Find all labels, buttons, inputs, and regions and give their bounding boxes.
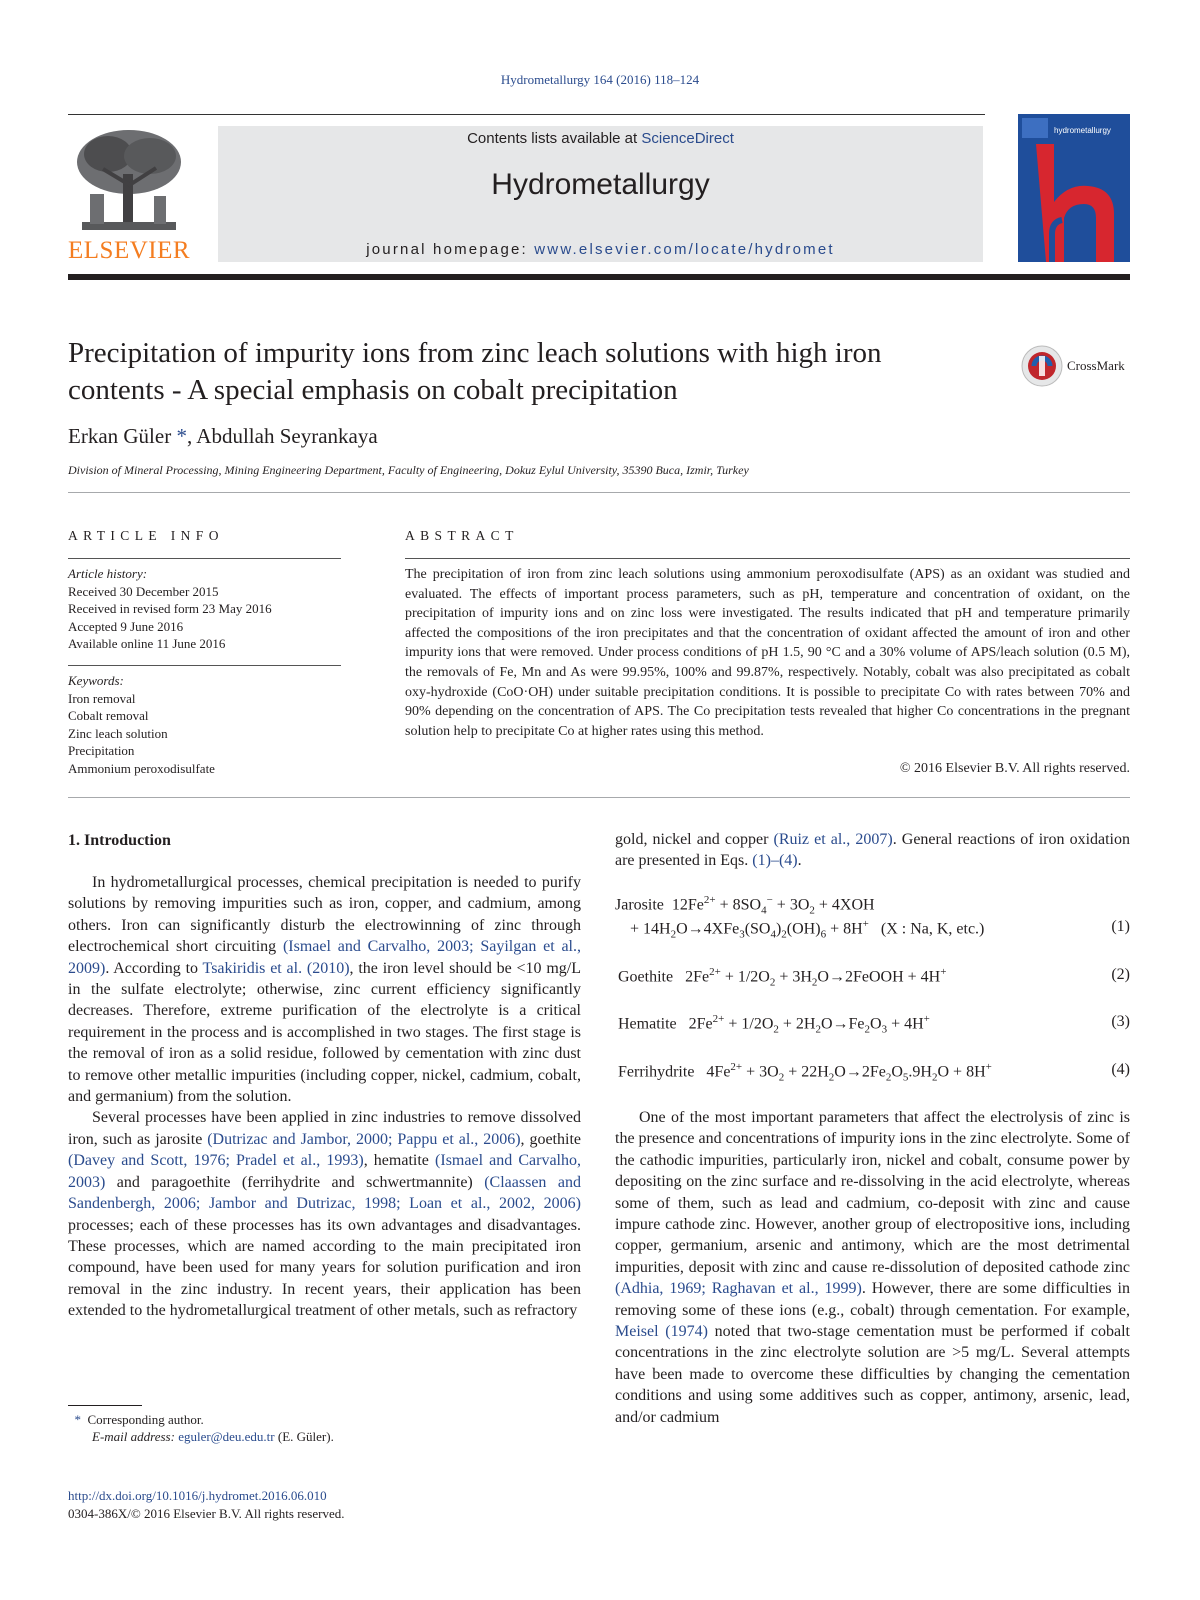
footnote-star: * bbox=[74, 1412, 81, 1427]
citation-link[interactable]: Meisel (1974) bbox=[615, 1323, 708, 1341]
title-line-2: contents - A special emphasis on cobalt precipitation bbox=[68, 374, 678, 406]
authors-line bbox=[68, 424, 378, 449]
abstract-heading: ABSTRACT bbox=[405, 528, 519, 543]
sciencedirect-link[interactable]: ScienceDirect bbox=[641, 130, 734, 147]
equation-4: Ferrihydrite $4Fe^{2+} + 3O_2 + 22H_2O\to 2Fe_2O_5.9H_2O + 8H^+$ bbox=[618, 1061, 992, 1084]
paragraph bbox=[615, 1107, 1130, 1428]
abstract-copyright: © 2016 Elsevier B.V. All rights reserved. bbox=[899, 761, 1130, 776]
citation-link[interactable]: (Davey and Scott, 1976; Pradel et al., 1993) bbox=[68, 1152, 364, 1170]
text: , goethite bbox=[520, 1130, 581, 1148]
paragraph-continuation bbox=[615, 829, 1130, 872]
doi-link[interactable]: http://dx.doi.org/10.1016/j.hydromet.2016.06.010 bbox=[68, 1488, 327, 1503]
keyword: Zinc leach solution bbox=[68, 725, 168, 741]
text: , the iron level should be <10 mg/L in the sulfate electrolyte; otherwise, zinc current efficiency significantly decreases. Therefore, extreme purification of the electrolyte is a critical requirement in the process and is accomplished in two stages. The first stage is the removal of iron as a solid residue, followed by cementation with zinc dust to remove other metallic impurities (including copper, nickel, cadmium, cobalt, and germanium) from the solution. bbox=[68, 959, 581, 1106]
keyword: Ammonium peroxodisulfate bbox=[68, 760, 215, 776]
equation-number: (3) bbox=[1111, 1013, 1130, 1030]
keywords-rule bbox=[68, 665, 341, 666]
text: and paragoethite (ferrihydrite and schwertmannite) bbox=[105, 1173, 485, 1191]
keyword: Cobalt removal bbox=[68, 708, 149, 723]
journal-title: Hydrometallurgy bbox=[491, 168, 710, 201]
citation-link[interactable]: (Dutrizac and Jambor, 2000; Pappu et al., 2006) bbox=[207, 1130, 521, 1148]
author-1: Erkan Güler bbox=[68, 424, 177, 448]
homepage-link[interactable]: www.elsevier.com/locate/hydromet bbox=[534, 241, 835, 258]
email-label: E-mail address: bbox=[92, 1429, 179, 1444]
text: noted that two-stage cementation must be performed if cobalt concentrations in the zinc electrolyte solution are >5 mg/L. Several attempts have been made to overcome these difficulties by changing the cementation conditions and using some additives such as copper, antimony, arsenic, lead, and/or cadmium bbox=[615, 1323, 1130, 1426]
paragraph bbox=[68, 1107, 581, 1321]
history-item: Available online 11 June 2016 bbox=[68, 636, 226, 651]
equation-1-line-2: + $14H_2O\to 4XFe_3(SO_4)_2(OH)_6 + 8H^+$ (X : Na, K, etc.) bbox=[630, 918, 985, 941]
text: One of the most important parameters that affect the electrolysis of zinc is the presence and concentrations of impurity ions in the zinc electrolyte. Some of the cathodic impurities, particularly iron, nickel and cobalt, consume power by depositing on the zinc surface and re-dissolving in the acid electrolyte, whereas some of them, such as lead and cadmium, co-deposit with zinc and cause impure cathode zinc. However, another group of electropositive ions, including copper, germanium, arsenic and antimony, which are the most detrimental impurities, deposit with zinc and cause re-dissolution of deposited cathode zinc bbox=[615, 1109, 1130, 1276]
corresponding-author-star-link[interactable]: * bbox=[176, 424, 187, 448]
crossmark-label[interactable]: CrossMark bbox=[1067, 358, 1125, 373]
citation-link[interactable]: (Ismael and Carvalho, 2003; Sayilgan et al., 2009) bbox=[68, 938, 581, 977]
citation-link[interactable]: Tsakiridis et al. (2010) bbox=[202, 959, 350, 977]
homepage-line bbox=[218, 241, 983, 258]
email-line bbox=[68, 1428, 588, 1445]
equation-label: Goethite bbox=[618, 968, 674, 986]
equation-1-line-1: Jarosite $12Fe^{2+} + 8SO_4^- + 3O_2 + 4XOH$ bbox=[615, 894, 875, 917]
title-line-1: Precipitation of impurity ions from zinc leach solutions with high iron bbox=[68, 337, 882, 369]
text: . General reactions of iron oxidation are presented in Eqs. bbox=[615, 831, 1130, 870]
contents-prefix: Contents lists available at bbox=[467, 130, 642, 147]
text: , hematite bbox=[363, 1152, 436, 1170]
affiliation: Division of Mineral Processing, Mining Engineering Department, Faculty of Engineering, Dokuz Eylul University, 35390 Buca, Izmir, Turkey bbox=[68, 463, 749, 477]
email-link[interactable]: eguler@deu.edu.tr bbox=[178, 1429, 275, 1444]
article-info-heading: ARTICLE INFO bbox=[68, 528, 224, 543]
equation-number: (4) bbox=[1111, 1061, 1130, 1078]
divider-rule bbox=[68, 797, 1130, 798]
history-label: Article history: bbox=[68, 566, 148, 581]
citation-link[interactable]: (Ruiz et al., 2007) bbox=[773, 831, 893, 848]
author-2: , Abdullah Seyrankaya bbox=[186, 424, 378, 448]
text: In hydrometallurgical processes, chemical precipitation is needed to purify solutions by removing impurities such as iron, copper, and cadmium, among others. Iron can significantly disturb the electrowinning of zinc through electrochemical short circuiting bbox=[68, 874, 581, 956]
homepage-prefix: journal homepage: bbox=[366, 241, 535, 258]
keywords-label: Keywords: bbox=[68, 673, 124, 688]
keywords-list bbox=[68, 672, 343, 777]
issn-line: 0304-386X/© 2016 Elsevier B.V. All rights reserved. bbox=[68, 1506, 345, 1521]
equation-ref-link[interactable]: (1)–(4) bbox=[752, 852, 798, 870]
citation-link[interactable]: (Claassen and Sandenbergh, 2006; Jambor and Dutrizac, 1998; Loan et al., 2002, 2006) bbox=[68, 1173, 581, 1213]
text: . According to bbox=[105, 959, 203, 977]
right-column-top bbox=[615, 829, 1130, 872]
citation-link[interactable]: (Ismael and Carvalho, 2003) bbox=[68, 1152, 582, 1191]
equation-label: Jarosite bbox=[615, 896, 664, 914]
history-item: Received in revised form 23 May 2016 bbox=[68, 601, 272, 616]
cover-title: hydrometallurgy bbox=[1054, 126, 1111, 135]
paragraph bbox=[68, 872, 581, 1107]
elsevier-wordmark: ELSEVIER bbox=[68, 237, 191, 264]
right-column-bottom bbox=[615, 1107, 1130, 1428]
divider-rule bbox=[68, 492, 1130, 493]
left-column bbox=[68, 872, 581, 1322]
equation-label: Ferrihydrite bbox=[618, 1063, 695, 1081]
journal-citation[interactable]: Hydrometallurgy 164 (2016) 118–124 bbox=[500, 72, 700, 87]
abstract-text: The precipitation of iron from zinc leach solutions using ammonium peroxodisulfate (APS) as an oxidant was studied and evaluated. The effects of important process parameters, such as pH, temperature and concentration of oxidant, on the precipitation of impurity ions and on zinc loss were investigated. The results indicated that pH and temperature primarily affected the compositions of the iron precipitates and that the concentration of oxidant affected the amount of iron and other impurity ions that were removed. Under process conditions of pH 1.5, 90 °C and a 30% volume of APS/leach solution (0.5 M), the removals of Fe, Mn and As were 99.95%, 100% and 99.87%, respectively. Notably, cobalt was also precipitated as cobalt oxy-hydroxide (CoO·OH) under suitable precipitation conditions. It is possible to precipitate Co with rates between 70% and 90% depending on the concentration of APS. The Co precipitation tests revealed that higher Co concentrations in the pregnant solution help to precipitate Co at higher rates using this method. bbox=[405, 567, 1130, 739]
equation-number: (1) bbox=[1111, 918, 1130, 935]
article-history bbox=[68, 565, 343, 653]
introduction-heading: 1. Introduction bbox=[68, 832, 171, 849]
footnote-line bbox=[68, 1411, 588, 1428]
text: processes; each of these processes has its own advantages and disadvantages. These processes, which are named according to the main precipitated iron compound, have been used for many years for solution purification and iron removal in the zinc industry. In recent years, their application has been extended to the hydrometallurgical treatment of other metals, such as refractory bbox=[68, 1216, 581, 1320]
text: . bbox=[797, 852, 802, 870]
equation-2: Goethite $2Fe^{2+} + 1/2O_2$ + $3H_2O\to 2FeOOH + 4H^+$ bbox=[618, 966, 947, 989]
header-thick-rule bbox=[68, 274, 1130, 280]
keyword: Iron removal bbox=[68, 690, 136, 706]
doi-block bbox=[68, 1487, 344, 1523]
equation-label: Hematite bbox=[618, 1015, 677, 1033]
crossmark-icon bbox=[1020, 344, 1064, 388]
equation-3: Hematite $2Fe^{2+} + 1/2O_2 + 2H_2O\to Fe_2O_3 + 4H^+$ bbox=[618, 1013, 930, 1036]
journal-cover[interactable] bbox=[1018, 114, 1130, 262]
text: gold, nickel and copper bbox=[615, 831, 774, 848]
history-item: Accepted 9 June 2016 bbox=[68, 618, 184, 634]
equation-number: (2) bbox=[1111, 966, 1130, 983]
email-suffix: (E. Güler). bbox=[274, 1429, 334, 1444]
top-rule bbox=[68, 114, 985, 115]
abstract-rule bbox=[405, 558, 1130, 559]
article-info-rule bbox=[68, 558, 341, 559]
contents-line bbox=[218, 130, 983, 147]
corresponding-author-footnote bbox=[68, 1411, 588, 1445]
text: . However, there are some difficulties in removing some of these ions (e.g., cobalt) through cementation. For example, bbox=[615, 1280, 1130, 1319]
history-item: Received 30 December 2015 bbox=[68, 583, 219, 599]
footnote-text: Corresponding author. bbox=[87, 1412, 204, 1427]
text: Several processes have been applied in zinc industries to remove dissolved iron, such as jarosite bbox=[68, 1109, 581, 1148]
article-title bbox=[68, 335, 948, 409]
keyword: Precipitation bbox=[68, 743, 135, 758]
citation-link[interactable]: (Adhia, 1969; Raghavan et al., 1999) bbox=[615, 1280, 862, 1298]
footnote-rule bbox=[68, 1405, 142, 1406]
